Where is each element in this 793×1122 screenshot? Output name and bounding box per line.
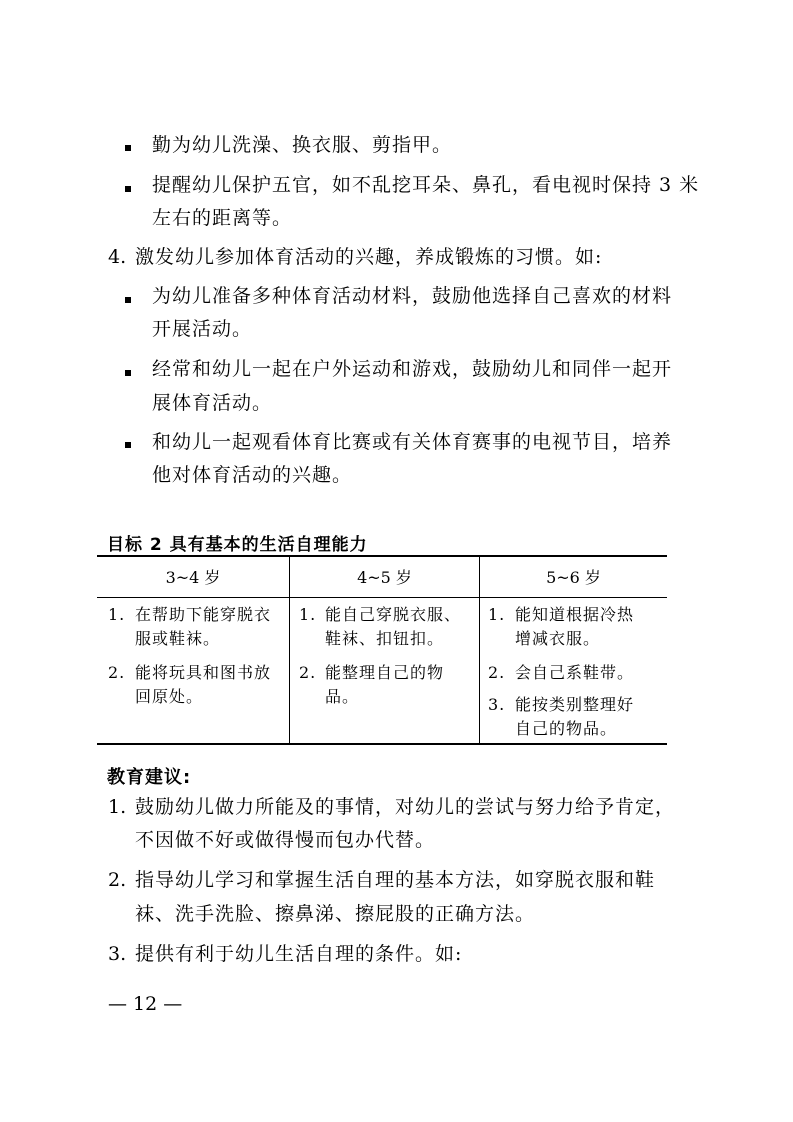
table-cell-text: 增减衣服。	[515, 629, 601, 648]
bullet-icon	[125, 145, 131, 151]
table-cell-num: 1.	[488, 605, 506, 624]
table-bottom-rule	[97, 743, 667, 745]
edu-item-number: 2.	[108, 869, 127, 891]
table-header-age-3-4: 3~4 岁	[165, 568, 221, 587]
table-cell-num: 2.	[108, 663, 126, 682]
item-number: 4.	[108, 246, 127, 268]
bullet-icon	[125, 297, 131, 303]
bullet-text: 和幼儿一起观看体育比赛或有关体育赛事的电视节目，培养	[152, 431, 673, 453]
table-cell-text: 品。	[325, 687, 360, 706]
table-header-age-4-5: 4~5 岁	[357, 568, 412, 587]
bullet-text-continued: 左右的距离等。	[152, 207, 293, 229]
table-cell-num: 1.	[299, 605, 317, 624]
goal-heading: 目标 2 具有基本的生活自理能力	[107, 535, 368, 555]
table-cell-text: 能将玩具和图书放	[135, 663, 272, 682]
bullet-text: 为幼儿准备多种体育活动材料，鼓励他选择自己喜欢的材料	[152, 285, 673, 307]
table-cell-text: 鞋袜、扣钮扣。	[325, 629, 445, 648]
page-number: — 12 —	[108, 993, 183, 1015]
bullet-text: 提醒幼儿保护五官，如不乱挖耳朵、鼻孔，看电视时保持 3 米	[152, 174, 700, 196]
edu-heading: 教育建议:	[107, 767, 192, 788]
table-cell-num: 2.	[299, 663, 317, 682]
edu-item-text-continued: 袜、洗手洗脸、擦鼻涕、擦屁股的正确方法。	[135, 903, 536, 925]
bullet-text: 经常和幼儿一起在户外运动和游戏，鼓励幼儿和同伴一起开	[152, 358, 673, 380]
table-header-age-5-6: 5~6 岁	[546, 568, 601, 587]
edu-item-text-continued: 不因做不好或做得慢而包办代替。	[135, 829, 436, 851]
bullet-icon	[125, 442, 131, 448]
edu-item-text: 提供有利于幼儿生活自理的条件。如:	[135, 943, 463, 965]
bullet-text: 勤为幼儿洗澡、换衣服、剪指甲。	[152, 134, 453, 156]
table-cell-text: 回原处。	[135, 687, 204, 706]
table-cell-num: 2.	[488, 663, 506, 682]
table-header-rule	[97, 597, 667, 598]
bullet-icon	[125, 370, 131, 376]
item-text: 激发幼儿参加体育活动的兴趣，养成锻炼的习惯。如:	[135, 246, 603, 268]
table-cell-text: 会自己系鞋带。	[515, 663, 635, 682]
table-cell-num: 3.	[488, 695, 506, 714]
edu-item-text: 指导幼儿学习和掌握生活自理的基本方法，如穿脱衣服和鞋	[135, 869, 656, 891]
table-cell-text: 能自己穿脱衣服、	[325, 605, 462, 624]
edu-item-number: 3.	[108, 943, 127, 965]
edu-item-number: 1.	[108, 796, 127, 818]
bullet-text-continued: 他对体育活动的兴趣。	[152, 464, 353, 486]
edu-item-text: 鼓励幼儿做力所能及的事情，对幼儿的尝试与努力给予肯定，	[135, 796, 676, 818]
table-cell-num: 1.	[108, 605, 126, 624]
bullet-text-continued: 开展活动。	[152, 318, 253, 340]
table-cell-text: 能整理自己的物	[325, 663, 445, 682]
table-cell-text: 在帮助下能穿脱衣	[135, 605, 272, 624]
table-top-rule	[97, 555, 667, 557]
bullet-icon	[125, 186, 131, 192]
table-cell-text: 能按类别整理好	[515, 695, 635, 714]
table-cell-text: 能知道根据冷热	[515, 605, 635, 624]
table-cell-text: 服或鞋袜。	[135, 629, 221, 648]
table-cell-text: 自己的物品。	[515, 719, 618, 738]
bullet-text-continued: 展体育活动。	[152, 392, 273, 414]
